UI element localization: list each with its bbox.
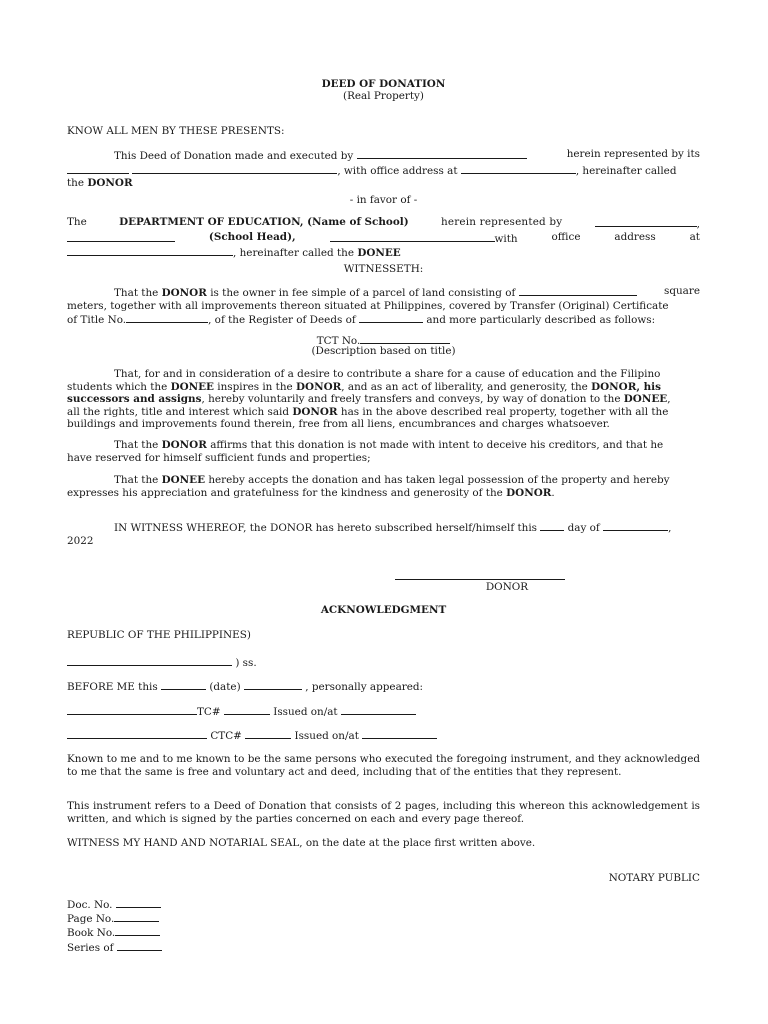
affirmation-paragraph: That the DONOR affirms that this donation is not made with intent to deceive his creditors, and that he have reserved for himself sufficient funds and properties; — [67, 439, 664, 464]
title-number-blank — [126, 312, 208, 323]
acknowledgment-title: ACKNOWLEDGMENT — [320, 604, 447, 616]
donor-paragraph: This Deed of Donation made and executed by herein represented by its , with office address at , hereinafter called the DONOR — [67, 148, 700, 189]
ctc-line: CTC# Issued on/at — [67, 728, 700, 743]
tct-blank — [360, 333, 450, 344]
venue-line: ) ss. — [67, 655, 700, 670]
month-blank — [603, 520, 668, 531]
representative-blank — [67, 163, 129, 174]
office-address-blank — [461, 163, 576, 174]
witnesseth-heading: WITNESSETH: — [343, 263, 424, 275]
donor-signature-line — [395, 579, 565, 580]
consideration-paragraph: That, for and in consideration of a desire to contribute a share for a cause of education and the Filipino students which the DONEE inspires in the DONOR, and as an act of liberality, and generosity, the DONOR, his successors and assigns, hereby voluntarily and freely transfers and conveys, by way of donation to the DONEE, all the rights, title and interest which said DONOR has in the above described real property, together with all the buildings and improvements found therein, free from all liens, encumbrances and charges whatsoever. — [67, 368, 671, 430]
school-head-blank — [67, 231, 175, 242]
tct-line: TCT No. — [67, 333, 700, 348]
before-me-line: BEFORE ME this (date) , personally appeared: — [67, 681, 424, 693]
donor-signature-label: DONOR — [485, 581, 529, 593]
in-favor-of: - in favor of - — [349, 194, 418, 206]
instrument-paragraph: This instrument refers to a Deed of Donation that consists of 2 pages, including this whereon this acknowledgement is written, and which is signed by the parties concerned on each and every page thereof. — [67, 800, 700, 825]
republic-line: REPUBLIC OF THE PHILIPPINES) — [67, 629, 251, 641]
acceptance-paragraph: That the DONEE hereby accepts the donation and has taken legal possession of the property and hereby expresses his appreciation and gratefulness for the kindness and generosity of the DONOR. — [67, 474, 670, 499]
area-blank — [519, 285, 637, 296]
known-paragraph: Known to me and to me known to be the same persons who executed the foregoing instrument, and they acknowledged to me that the same is free and voluntary act and deed, including that of the entities that they represent. — [67, 753, 700, 778]
donor-name-blank — [357, 148, 527, 159]
document-title: DEED OF DONATION — [321, 78, 446, 90]
donee-paragraph: The DEPARTMENT OF EDUCATION, (Name of School) herein represented by , (School Head), with office address at , hereinafter called the DONEE — [67, 216, 700, 259]
opening-line: KNOW ALL MEN BY THESE PRESENTS: — [67, 125, 285, 137]
venue-blank — [67, 655, 232, 666]
ownership-paragraph: That the DONOR is the owner in fee simple of a parcel of land consisting of square meters, together with all improvements thereon situated at Philippines, covered by Transfer (Original) Certificate of Title No. , of the Register of Deeds of and more particularly described as follows: — [67, 285, 700, 326]
register-blank — [359, 312, 423, 323]
document-subtitle: (Real Property) — [343, 90, 424, 102]
tc-line: TC# Issued on/at — [67, 704, 700, 719]
notary-public-label: NOTARY PUBLIC — [608, 872, 700, 884]
witness-whereof-paragraph: IN WITNESS WHEREOF, the DONOR has hereto subscribed herself/himself this day of , 2022 — [67, 522, 672, 547]
day-blank — [540, 520, 564, 531]
notarial-register: Doc. No. Page No. Book No. Series of — [67, 897, 162, 954]
witness-hand-line: WITNESS MY HAND AND NOTARIAL SEAL, on the date at the place first written above. — [67, 837, 536, 849]
tct-description: (Description based on title) — [311, 345, 456, 357]
